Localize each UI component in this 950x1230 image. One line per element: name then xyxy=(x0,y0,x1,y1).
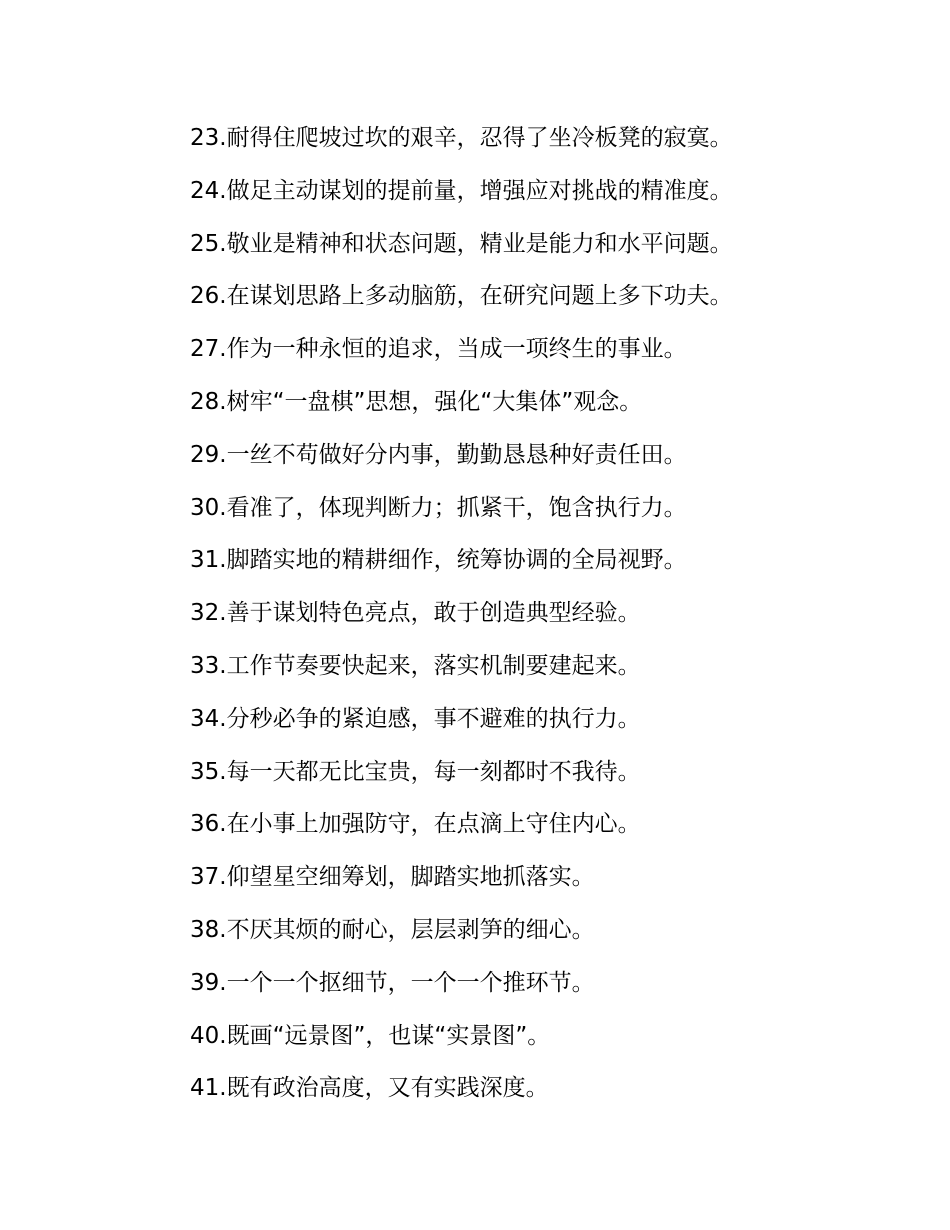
list-item: 29.一丝不苟做好分内事，勤勤恳恳种好责任田。 xyxy=(190,441,687,468)
list-item: 23.耐得住爬坡过坎的艰辛，忍得了坐冷板凳的寂寞。 xyxy=(190,125,733,151)
list-item: 40.既画“远景图”，也谋“实景图”。 xyxy=(190,1022,551,1049)
list-item: 28.树牢“一盘棋”思想，强化“大集体”观念。 xyxy=(190,388,643,415)
list-item: 32.善于谋划特色亮点，敢于创造典型经验。 xyxy=(190,600,641,627)
list-item: 37.仰望星空细筹划，脚踏实地抓落实。 xyxy=(190,864,595,891)
list-item: 39.一个一个抠细节，一个一个推环节。 xyxy=(190,969,595,996)
list-item: 33.工作节奏要快起来，落实机制要建起来。 xyxy=(190,652,641,679)
list-item: 38.不厌其烦的耐心，层层剥笋的细心。 xyxy=(190,916,595,943)
list-item: 30.看准了，体现判断力；抓紧干，饱含执行力。 xyxy=(190,494,687,521)
list-item: 25.敬业是精神和状态问题，精业是能力和水平问题。 xyxy=(190,230,733,257)
list-item: 35.每一天都无比宝贵，每一刻都时不我待。 xyxy=(190,758,641,785)
numbered-list xyxy=(190,112,910,1115)
list-item: 41.既有政治高度，又有实践深度。 xyxy=(190,1075,549,1102)
list-item: 24.做足主动谋划的提前量，增强应对挑战的精准度。 xyxy=(190,177,733,204)
list-item: 26.在谋划思路上多动脑筋，在研究问题上多下功夫。 xyxy=(190,283,733,310)
list-item: 27.作为一种永恒的追求，当成一项终生的事业。 xyxy=(190,336,687,363)
list-item: 34.分秒必争的紧迫感，事不避难的执行力。 xyxy=(190,705,641,732)
list-item: 36.在小事上加强防守，在点滴上守住内心。 xyxy=(190,811,641,838)
list-item: 31.脚踏实地的精耕细作，统筹协调的全局视野。 xyxy=(190,547,687,574)
